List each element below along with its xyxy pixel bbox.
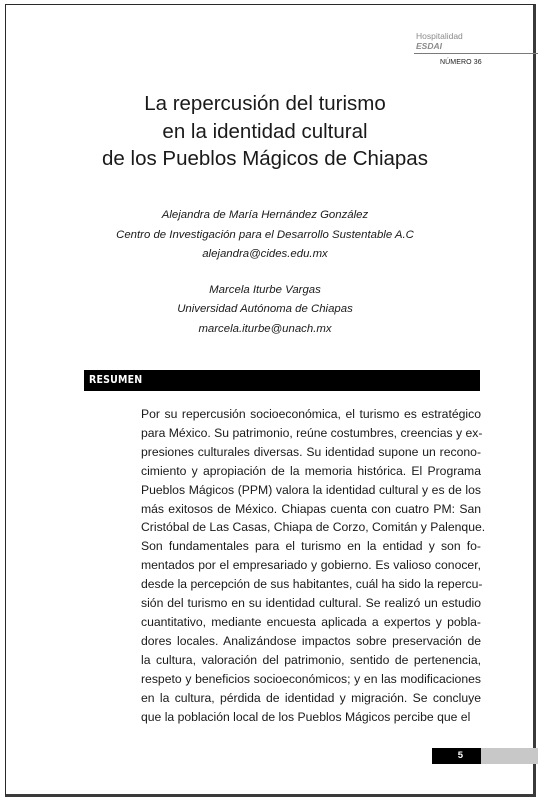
journal-header [416, 31, 463, 51]
issue-number: NÚMERO 36 [440, 59, 482, 66]
author-email: alejandra@cides.edu.mx [202, 248, 328, 260]
article-title [80, 90, 450, 173]
page-number-rule [481, 748, 538, 764]
abstract-line: dores locales. Analizándose impactos sobre preservación de [141, 633, 481, 648]
abstract-line: cimiento y apropiación de la memoria histórica. El Programa [141, 463, 481, 478]
author-name: Marcela Iturbe Vargas [209, 283, 321, 296]
abstract-line: respeto y beneficios socioeconómicos; y en las modificaciones [141, 671, 481, 686]
journal-subtitle: ESDAI [416, 41, 442, 51]
abstract-line: en la cultura, pérdida de identidad y migración. Se concluye [141, 690, 481, 705]
abstract-line: mentados por el empresariado y gobierno. Es valioso conocer, [141, 558, 481, 573]
abstract-line: cuantitativo, mediante encuesta aplicada a expertos y pobla- [141, 614, 481, 629]
abstract-text [141, 405, 486, 726]
author-name: Alejandra de María Hernández González [161, 209, 369, 221]
section-heading-bar [84, 370, 480, 391]
page-number-tab [432, 748, 481, 764]
abstract-line: para México. Su patrimonio, reúne costumbres, creencias y ex- [141, 425, 483, 440]
abstract-line: presiones culturales diversas. Su identidad supone un recono- [141, 444, 481, 459]
abstract-line: Pueblos Mágicos (PPM) valora la identidad cultural y es de los [141, 482, 481, 497]
abstract-line: Cristóbal de Las Casas, Chiapa de Corzo, Comitán y Palenque. [141, 520, 486, 535]
abstract-line: desde la percepción de sus habitantes, cuál ha sido la repercu- [141, 577, 483, 592]
title-line: en la identidad cultural [162, 119, 368, 143]
author-email: marcela.iturbe@unach.mx [198, 322, 332, 335]
abstract-line: más exitosos de México. Chiapas cuenta con cuatro PM: San [141, 501, 481, 516]
abstract-line: la cultura, valoración del patrimonio, sentido de pertenencia, [141, 652, 481, 667]
abstract-line: que la población local de los Pueblos Mágicos percibe que el [141, 709, 471, 724]
author-block [80, 206, 450, 339]
title-line: La repercusión del turismo [144, 92, 386, 115]
abstract-line: sión del turismo en su identidad cultural. Se realizó un estudio [141, 596, 481, 611]
abstract-line: Son fundamentales para el turismo en la entidad y son fo- [141, 539, 481, 554]
author-affiliation: Universidad Autónoma de Chiapas [177, 303, 353, 315]
abstract-line: Por su repercusión socioeconómica, el turismo es estratégico [141, 407, 481, 421]
header-rule [414, 53, 538, 54]
journal-name: Hospitalidad [416, 31, 463, 41]
title-line: de los Pueblos Mágicos de Chiapas [102, 147, 428, 170]
section-heading: RESUMEN [89, 374, 143, 386]
page-number: 5 [457, 750, 463, 761]
author-affiliation: Centro de Investigación para el Desarrollo Sustentable A.C [116, 228, 414, 241]
